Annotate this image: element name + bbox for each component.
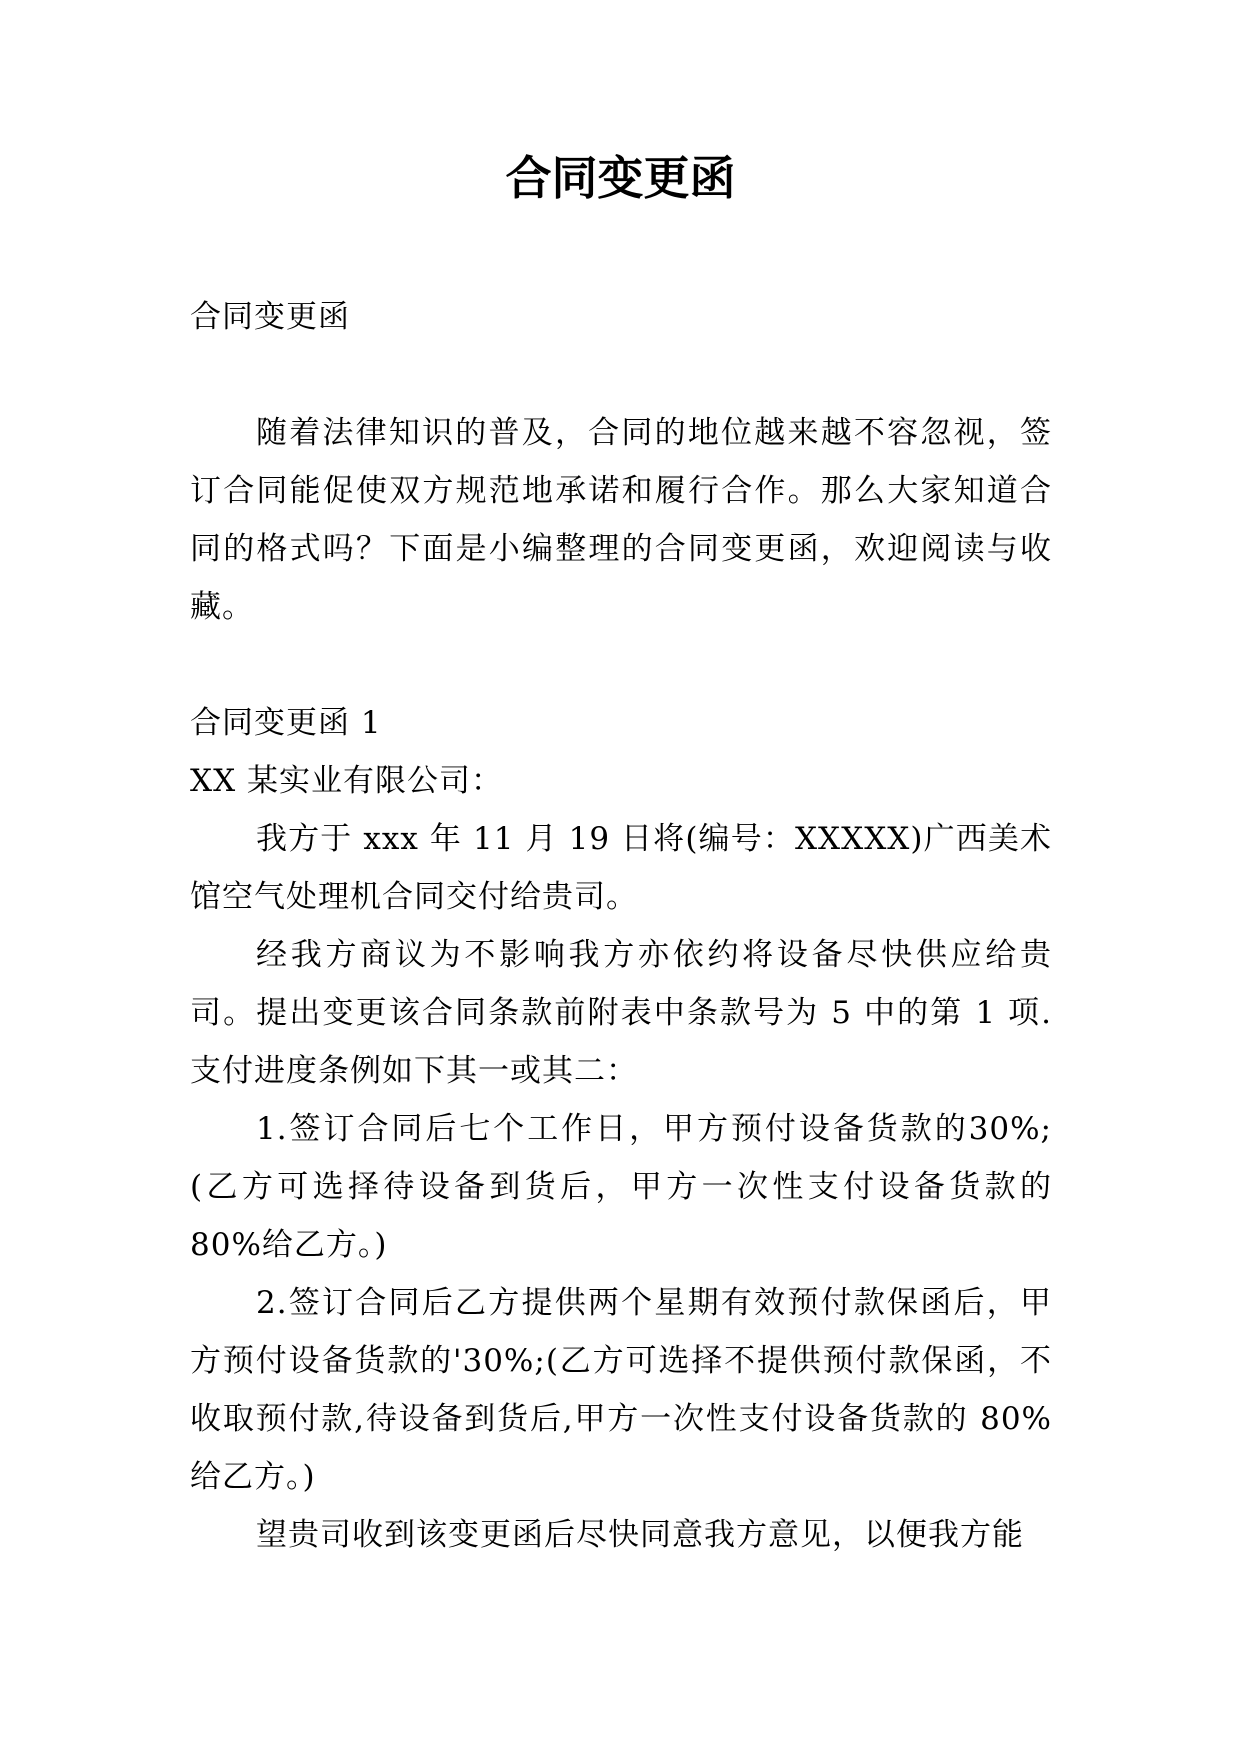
section-heading: 合同变更函 1 <box>190 705 382 741</box>
list-item: 1.签订合同后七个工作日，甲方预付设备货款的30%;(乙方可选择待设备到货后，甲方一次性支付设备货款的 80%给乙方。) <box>190 1111 1052 1263</box>
intro-paragraph: 随着法律知识的普及，合同的地位越来越不容忽视，签订合同能促使双方规范地承诺和履行合作。那么大家知道合同的格式吗？下面是小编整理的合同变更函，欢迎阅读与收藏。 <box>190 415 1052 625</box>
body-paragraph: 经我方商议为不影响我方亦依约将设备尽快供应给贵司。提出变更该合同条款前附表中条款号为 5 中的第 1 项.支付进度条例如下其一或其二： <box>190 937 1052 1089</box>
document-subtitle: 合同变更函 <box>190 299 350 335</box>
document-title: 合同变更函 <box>505 151 736 205</box>
body-paragraph: 望贵司收到该变更函后尽快同意我方意见，以便我方能 <box>256 1517 1024 1553</box>
document-body <box>190 288 1052 1564</box>
list-item: 2.签订合同后乙方提供两个星期有效预付款保函后，甲方预付设备货款的'30%;(乙方可选择不提供预付款保函，不收取预付款,待设备到货后,甲方一次性支付设备货款的 80%给乙方。) <box>190 1285 1052 1495</box>
recipient-line: XX 某实业有限公司： <box>190 763 503 799</box>
body-paragraph: 我方于 xxx 年 11 月 19 日将(编号：XXXXX)广西美术馆空气处理机合同交付给贵司。 <box>190 821 1052 915</box>
